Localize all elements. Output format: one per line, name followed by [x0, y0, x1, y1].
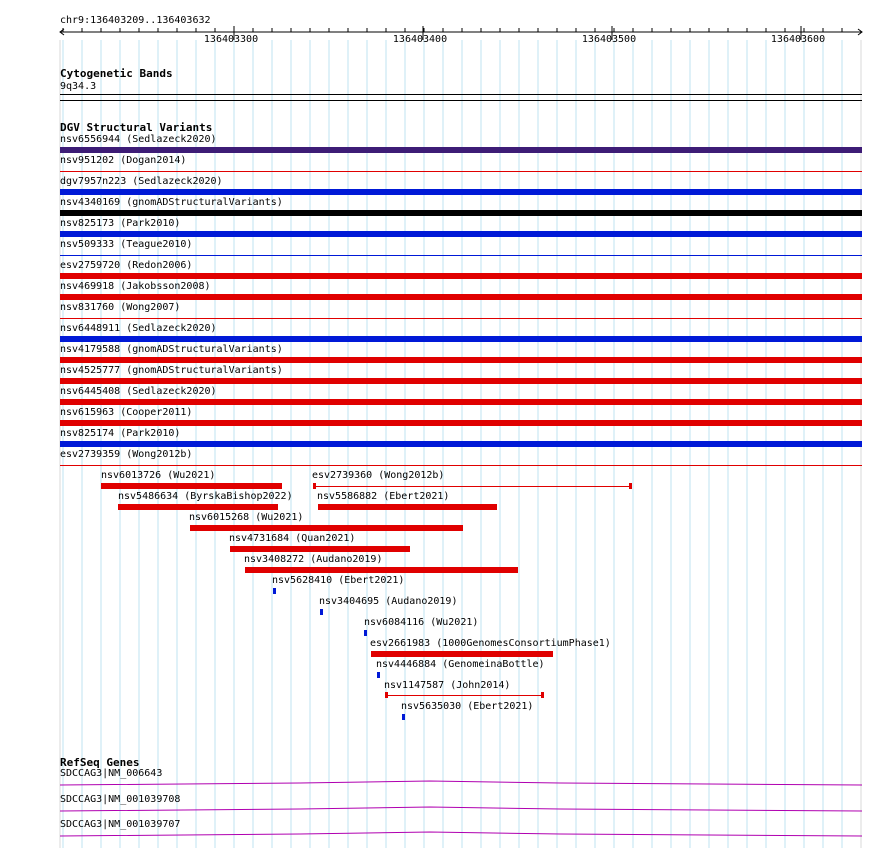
sv-feature-label[interactable]: nsv6084116 (Wu2021) — [364, 617, 479, 628]
sv-feature-label[interactable]: nsv831760 (Wong2007) — [60, 302, 181, 313]
sv-feature-label[interactable]: esv2759720 (Redon2006) — [60, 260, 193, 271]
sv-feature-label[interactable]: nsv951202 (Dogan2014) — [60, 155, 187, 166]
sv-feature-line[interactable] — [313, 486, 632, 487]
sv-feature-endcap[interactable] — [629, 483, 632, 489]
sv-feature-label[interactable]: nsv4340169 (gnomADStructuralVariants) — [60, 197, 283, 208]
sv-feature-bar[interactable] — [320, 609, 323, 615]
sv-feature-bar[interactable] — [273, 588, 276, 594]
gene-label[interactable]: SDCCAG3|NM_001039708 — [60, 794, 181, 805]
sv-feature-label[interactable]: nsv5586882 (Ebert2021) — [317, 491, 450, 502]
sv-feature-label[interactable]: nsv6445408 (Sedlazeck2020) — [60, 386, 217, 397]
sv-feature-label[interactable]: nsv6556944 (Sedlazeck2020) — [60, 134, 217, 145]
sv-feature-bar[interactable] — [60, 255, 862, 256]
sv-feature-endcap[interactable] — [541, 692, 544, 698]
sv-feature-bar[interactable] — [60, 273, 862, 279]
sv-feature-label[interactable]: dgv7957n223 (Sedlazeck2020) — [60, 176, 223, 187]
sv-feature-bar[interactable] — [60, 294, 862, 300]
sv-feature-bar[interactable] — [318, 504, 497, 510]
sv-feature-label[interactable]: nsv4446884 (GenomeinaBottle) — [376, 659, 545, 670]
sv-feature-bar[interactable] — [60, 189, 862, 195]
sv-feature-label[interactable]: nsv5628410 (Ebert2021) — [272, 575, 405, 586]
sv-feature-label[interactable]: nsv4525777 (gnomADStructuralVariants) — [60, 365, 283, 376]
sv-feature-bar[interactable] — [60, 171, 862, 172]
sv-feature-bar[interactable] — [60, 210, 862, 216]
sv-feature-bar[interactable] — [60, 441, 862, 447]
gene-label[interactable]: SDCCAG3|NM_001039707 — [60, 819, 181, 830]
gene-line — [60, 781, 862, 785]
sv-feature-bar[interactable] — [60, 378, 862, 384]
sv-feature-bar[interactable] — [118, 504, 278, 510]
sv-feature-bar[interactable] — [190, 525, 463, 531]
gene-intron-line[interactable] — [0, 778, 890, 788]
ruler-tick-label: 136403300 — [203, 34, 259, 45]
sv-feature-bar[interactable] — [60, 399, 862, 405]
sv-feature-label[interactable]: nsv3404695 (Audano2019) — [319, 596, 458, 607]
sv-feature-bar[interactable] — [60, 420, 862, 426]
sv-feature-bar[interactable] — [230, 546, 410, 552]
gene-label[interactable]: SDCCAG3|NM_006643 — [60, 768, 163, 779]
sv-feature-bar[interactable] — [245, 567, 518, 573]
sv-feature-label[interactable]: nsv509333 (Teague2010) — [60, 239, 193, 250]
sv-feature-bar[interactable] — [371, 651, 553, 657]
cytoband-label[interactable]: 9q34.3 — [60, 81, 97, 92]
sv-feature-label[interactable]: esv2661983 (1000GenomesConsortiumPhase1) — [370, 638, 611, 649]
sv-feature-bar[interactable] — [101, 483, 282, 489]
ruler-tick-label: 136403500 — [581, 34, 637, 45]
sv-feature-label[interactable]: esv2739360 (Wong2012b) — [312, 470, 445, 481]
sv-feature-bar[interactable] — [60, 231, 862, 237]
sv-feature-label[interactable]: nsv4179588 (gnomADStructuralVariants) — [60, 344, 283, 355]
sv-feature-label[interactable]: nsv6448911 (Sedlazeck2020) — [60, 323, 217, 334]
cytoband-bar[interactable] — [60, 94, 862, 95]
cytoband-track-title: Cytogenetic Bands — [60, 67, 173, 80]
sv-feature-bar[interactable] — [364, 630, 367, 636]
sv-feature-bar[interactable] — [60, 318, 862, 319]
region-coordinates[interactable]: chr9:136403209..136403632 — [60, 15, 211, 26]
gene-intron-line[interactable] — [0, 804, 890, 814]
sv-feature-line[interactable] — [385, 695, 544, 696]
sv-feature-label[interactable]: nsv4731684 (Quan2021) — [229, 533, 356, 544]
sv-feature-label[interactable]: nsv6013726 (Wu2021) — [101, 470, 216, 481]
sv-feature-label[interactable]: nsv5635030 (Ebert2021) — [401, 701, 534, 712]
refseq-track-title: RefSeq Genes — [60, 756, 140, 769]
sv-feature-label[interactable]: nsv3408272 (Audano2019) — [244, 554, 383, 565]
sv-feature-bar[interactable] — [402, 714, 405, 720]
sv-feature-bar[interactable] — [377, 672, 380, 678]
ruler-tick-label: 136403400 — [392, 34, 448, 45]
sv-feature-label[interactable]: nsv825174 (Park2010) — [60, 428, 181, 439]
sv-feature-label[interactable]: nsv6015268 (Wu2021) — [189, 512, 304, 523]
sv-feature-endcap[interactable] — [313, 483, 316, 489]
sv-feature-bar[interactable] — [60, 336, 862, 342]
track-divider — [60, 100, 862, 101]
sv-feature-label[interactable]: nsv825173 (Park2010) — [60, 218, 181, 229]
sv-feature-label[interactable]: nsv1147587 (John2014) — [384, 680, 511, 691]
dgv-track-title: DGV Structural Variants — [60, 121, 213, 134]
gene-line — [60, 832, 862, 836]
sv-feature-bar[interactable] — [60, 147, 862, 153]
sv-feature-label[interactable]: nsv469918 (Jakobsson2008) — [60, 281, 211, 292]
sv-feature-bar[interactable] — [60, 357, 862, 363]
sv-feature-endcap[interactable] — [385, 692, 388, 698]
sv-feature-label[interactable]: esv2739359 (Wong2012b) — [60, 449, 193, 460]
gene-intron-line[interactable] — [0, 829, 890, 839]
sv-feature-label[interactable]: nsv615963 (Cooper2011) — [60, 407, 193, 418]
sv-feature-bar[interactable] — [60, 465, 862, 466]
sv-feature-label[interactable]: nsv5486634 (ByrskaBishop2022) — [118, 491, 293, 502]
gene-line — [60, 807, 862, 811]
ruler-tick-label: 136403600 — [770, 34, 826, 45]
